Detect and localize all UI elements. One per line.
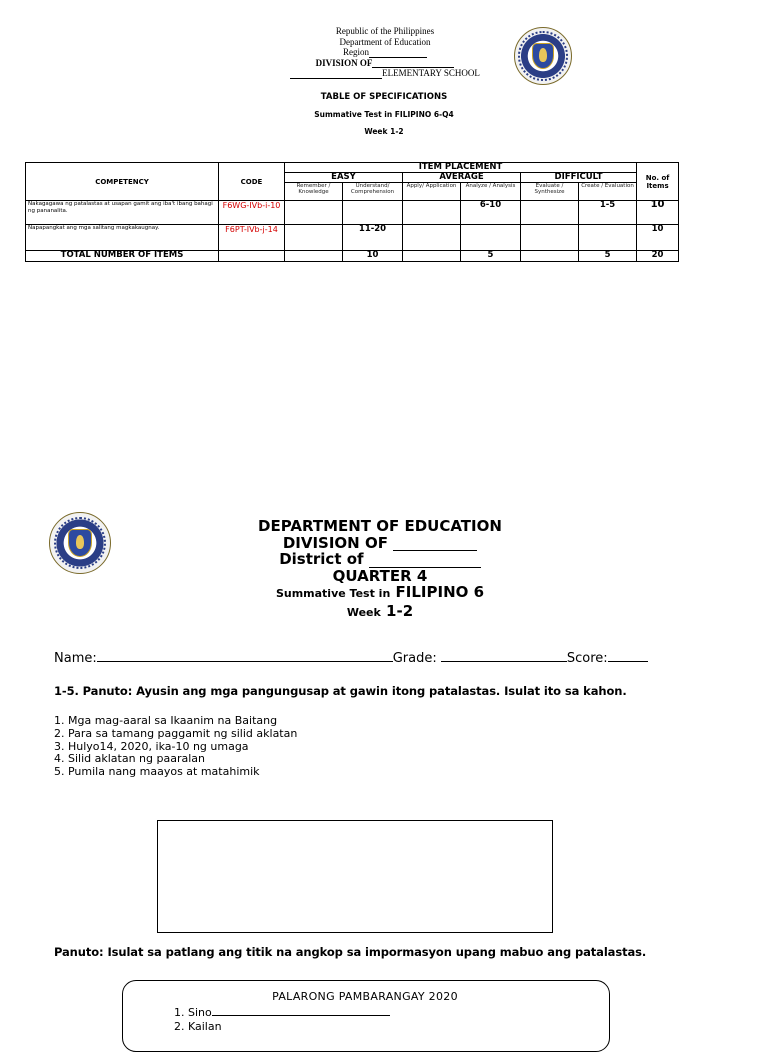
directions-2: Panuto: Isulat sa patlang ang titik na angkop sa impormasyon upang mabuo ang patalastas.	[54, 945, 647, 959]
create-cell: 1-5	[579, 201, 637, 225]
apply-cell	[403, 201, 461, 225]
letterhead	[250, 26, 520, 79]
header-code: CODE	[219, 163, 285, 201]
name-field[interactable]	[97, 649, 393, 662]
poster-question-2: 2. Kailan	[174, 1020, 222, 1033]
remember-cell	[285, 201, 343, 225]
header-no-of-items: No. of Items	[637, 163, 679, 201]
total-apply-cell	[403, 251, 461, 262]
division-blank	[393, 536, 477, 551]
header-average: AVERAGE	[403, 173, 521, 183]
deped-seal-icon	[514, 27, 572, 85]
test-header	[200, 518, 560, 621]
table-row	[26, 201, 679, 225]
total-create-cell: 5	[579, 251, 637, 262]
list-item: 2. Para sa tamang paggamit ng silid aklatan	[54, 726, 298, 740]
table-row	[26, 225, 679, 251]
analyze-cell: 6-10	[461, 201, 521, 225]
district-blank	[369, 553, 481, 568]
division-line: DIVISION OF	[200, 535, 560, 552]
division-line: DIVISION OF	[250, 58, 520, 69]
week-line: Week 1-2	[346, 601, 414, 620]
poster-question-1: 1. Sino	[174, 1005, 390, 1019]
items-cell: 10	[637, 201, 679, 225]
total-analyze-cell: 5	[461, 251, 521, 262]
total-understand-cell: 10	[343, 251, 403, 262]
score-field[interactable]	[608, 649, 648, 662]
analyze-cell	[461, 225, 521, 251]
header-remember: Remember / Knowledge	[285, 183, 343, 201]
remember-cell	[285, 225, 343, 251]
directions-1: 1-5. Panuto: Ayusin ang mga pangungusap at gawin itong patalastas. Isulat ito sa kahon.	[54, 684, 627, 698]
total-evaluate-cell	[521, 251, 579, 262]
list-item: 3. Hulyo14, 2020, ika-10 ng umaga	[54, 739, 249, 753]
region-blank	[369, 48, 427, 58]
header-competency: COMPETENCY	[26, 163, 219, 201]
poster-title: PALARONG PAMBARANGAY 2020	[272, 990, 458, 1003]
quarter-line: QUARTER 4	[332, 566, 428, 585]
understand-cell: 11-20	[343, 225, 403, 251]
list-item: 4. Silid aklatan ng paaralan	[54, 752, 205, 766]
total-code-cell	[219, 251, 285, 262]
district-line: District of	[200, 551, 560, 568]
grade-field[interactable]	[441, 649, 567, 662]
score-label: Score:	[566, 651, 608, 666]
header-item-placement: ITEM PLACEMENT	[285, 163, 637, 173]
student-info-line	[54, 649, 694, 666]
apply-cell	[403, 225, 461, 251]
understand-cell	[343, 201, 403, 225]
competency-cell: Napapangkat ang mga salitang magkakaugnay.	[26, 225, 219, 251]
total-row	[26, 251, 679, 262]
header-analyze: Analyze / Analysis	[461, 183, 521, 201]
tos-title: TABLE OF SPECIFICATIONS	[320, 92, 448, 102]
items-cell: 10	[637, 225, 679, 251]
total-label: TOTAL NUMBER OF ITEMS	[26, 251, 219, 262]
test-title: Summative Test in FILIPINO 6	[275, 583, 485, 601]
evaluate-cell	[521, 201, 579, 225]
division-blank	[372, 58, 454, 68]
total-items-cell: 20	[637, 251, 679, 262]
name-label: Name:	[54, 651, 97, 666]
header-apply: Apply/ Application	[403, 183, 461, 201]
answer-box[interactable]	[157, 820, 553, 933]
list-item: 1. Mga mag-aaral sa Ikaanim na Baitang	[54, 714, 278, 727]
grade-label: Grade:	[392, 651, 437, 666]
header-difficult: DIFFICULT	[521, 173, 637, 183]
scrambled-items-list	[54, 715, 297, 779]
list-item: 5. Pumila nang maayos at matahimik	[54, 765, 260, 779]
header-evaluate: Evaluate / Synthesize	[521, 183, 579, 201]
tos-week: Week 1-2	[364, 127, 404, 136]
create-cell	[579, 225, 637, 251]
specifications-table	[25, 162, 679, 262]
department-line: Department of Education	[339, 36, 431, 47]
header-create: Create / Evaluation	[579, 183, 637, 201]
header-understand: Understand/ Comprehension	[343, 183, 403, 201]
who-field[interactable]	[212, 1005, 390, 1016]
tos-subtitle: Summative Test in FILIPINO 6-Q4	[314, 110, 454, 119]
evaluate-cell	[521, 225, 579, 251]
dept-title: DEPARTMENT OF EDUCATION	[258, 517, 502, 535]
competency-cell: Nakagagawa ng patalastas at usapan gamit ang iba't ibang bahagi ng pananalita.	[26, 201, 219, 225]
school-blank	[290, 69, 382, 79]
total-remember-cell	[285, 251, 343, 262]
code-cell: F6PT-IVb-j-14	[219, 225, 285, 251]
republic-line: Republic of the Philippines	[335, 26, 435, 36]
region-line: Region	[250, 47, 520, 58]
header-easy: EASY	[285, 173, 403, 183]
deped-seal-icon	[49, 512, 111, 574]
school-line: ELEMENTARY SCHOOL	[250, 68, 520, 79]
code-cell: F6WG-IVb-i-10	[219, 201, 285, 225]
